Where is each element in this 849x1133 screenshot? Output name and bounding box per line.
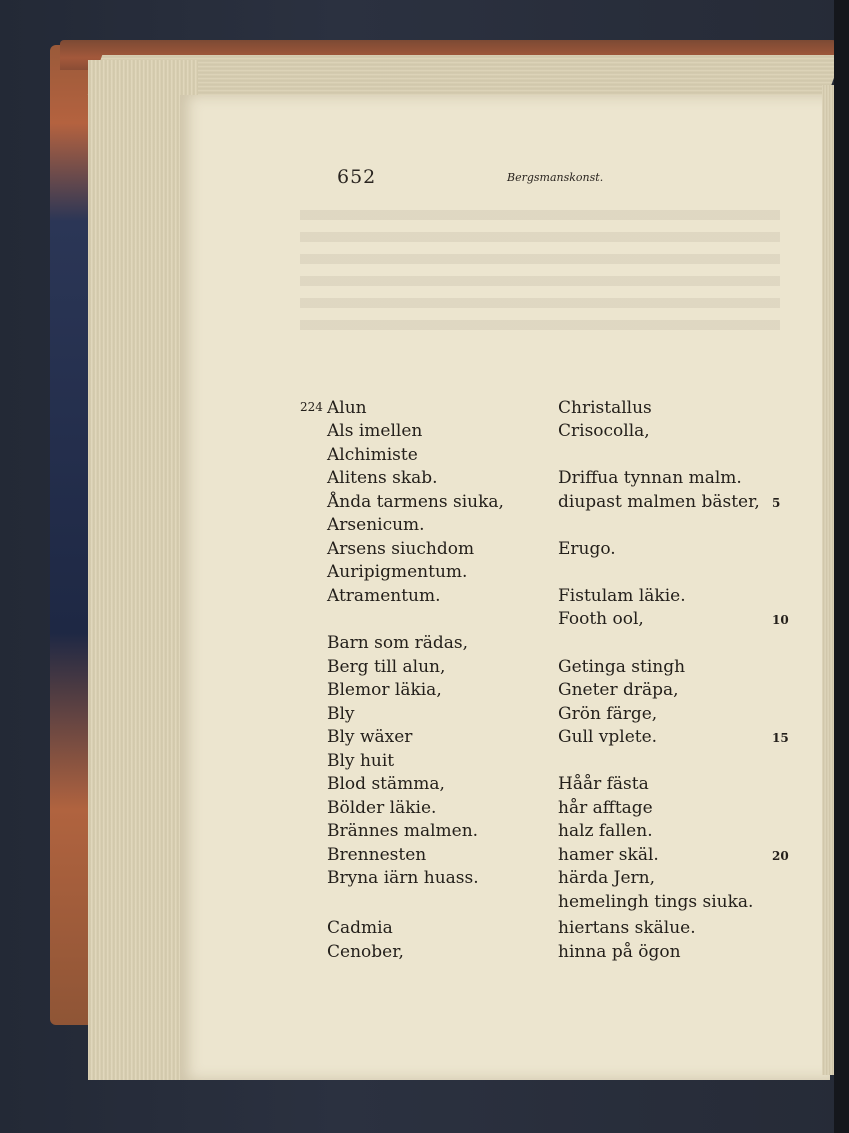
- right-entry: hinna på ögon: [558, 942, 681, 962]
- left-entry: Bly huit: [327, 751, 395, 771]
- left-entry: Blod stämma,: [327, 774, 445, 794]
- right-entry: Footh ool,: [558, 609, 644, 629]
- right-entry: Driffua tynnan malm.: [558, 468, 742, 488]
- right-entry: diupast malmen bäster,: [558, 492, 760, 512]
- left-entry: Bly wäxer: [327, 727, 413, 747]
- page-edges-top: [88, 55, 843, 95]
- left-entry: Alitens skab.: [327, 468, 438, 488]
- left-entry: Bölder läkie.: [327, 798, 437, 818]
- left-entry: Bly: [327, 704, 355, 724]
- dark-margin: [834, 0, 849, 1133]
- line-marker: 10: [772, 613, 789, 627]
- running-head: Bergsmanskonst.: [507, 171, 604, 184]
- left-entry: Alun: [327, 398, 367, 418]
- right-entry: Grön färge,: [558, 704, 658, 724]
- line-marker: 5: [772, 496, 781, 510]
- right-entry: Christallus: [558, 398, 652, 418]
- right-entry: Crisocolla,: [558, 421, 650, 441]
- left-entry: Brännes malmen.: [327, 821, 479, 841]
- left-entry: Atramentum.: [327, 586, 441, 606]
- left-entry: Auripigmentum.: [327, 562, 468, 582]
- right-entry: hemelingh tings siuka.: [558, 892, 754, 912]
- left-entry: Cenober,: [327, 942, 404, 962]
- left-entry: Arsens siuchdom: [327, 539, 475, 559]
- left-entry: Cadmia: [327, 918, 393, 938]
- left-entry: Als imellen: [327, 421, 423, 441]
- page-edges-right: [822, 85, 834, 1075]
- left-entry: Bryna iärn huass.: [327, 868, 479, 888]
- right-entry: Gull vplete.: [558, 727, 658, 747]
- left-entry: Ånda tarmens siuka,: [327, 492, 504, 512]
- left-entry: Alchimiste: [327, 445, 418, 465]
- reference-number: 224: [300, 400, 323, 414]
- right-entry: hår afftage: [558, 798, 653, 818]
- bleed-through-texture: [300, 210, 780, 330]
- left-entry: Brennesten: [327, 845, 427, 865]
- right-entry: hamer skäl.: [558, 845, 659, 865]
- page-number: 652: [337, 166, 377, 188]
- left-entry: Blemor läkia,: [327, 680, 442, 700]
- left-entry: Arsenicum.: [327, 515, 425, 535]
- right-entry: Getinga stingh: [558, 657, 686, 677]
- line-marker: 15: [772, 731, 789, 745]
- right-entry: hiertans skälue.: [558, 918, 696, 938]
- left-entry: Berg till alun,: [327, 657, 446, 677]
- right-entry: halz fallen.: [558, 821, 653, 841]
- right-entry: Erugo.: [558, 539, 616, 559]
- line-marker: 20: [772, 849, 789, 863]
- left-entry: Barn som rädas,: [327, 633, 468, 653]
- right-entry: Fistulam läkie.: [558, 586, 686, 606]
- right-entry: härda Jern,: [558, 868, 655, 888]
- right-entry: Håår fästa: [558, 774, 649, 794]
- right-entry: Gneter dräpa,: [558, 680, 679, 700]
